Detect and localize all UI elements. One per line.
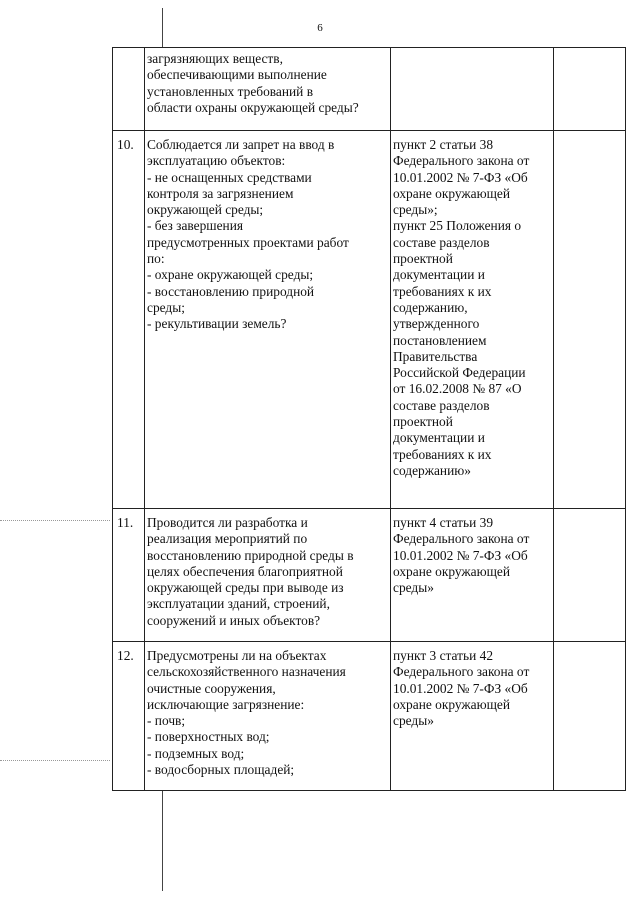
column-divider xyxy=(144,48,145,790)
legal-reference: пункт 4 статьи 39 Федерального закона от 10.01.2002 № 7-ФЗ «Об охране окружающей среды» xyxy=(393,515,530,596)
row-divider xyxy=(113,130,625,131)
row-number: 11. xyxy=(117,515,134,530)
scan-margin-mark xyxy=(0,520,110,521)
scan-margin-mark xyxy=(0,760,110,761)
scan-stray-line xyxy=(162,8,163,48)
checklist-table xyxy=(112,47,626,791)
legal-reference: пункт 3 статьи 42 Федерального закона от 10.01.2002 № 7-ФЗ «Об охране окружающей среды» xyxy=(393,648,530,729)
requirement-question: загрязняющих веществ, обеспечивающими выполнение установленных требований в области охраны окружающей среды? xyxy=(147,51,359,115)
scan-stray-line xyxy=(162,791,163,891)
row-number: 10. xyxy=(117,137,134,152)
legal-reference: пункт 2 статьи 38 Федерального закона от 10.01.2002 № 7-ФЗ «Об охране окружающей среды»; пункт 25 Положения о составе разделов проектной документации и требованиях к их содержанию, утвержденного постановлением Правительства Российской Федерации от 16.02.2008 № 87 «О составе разделов проектной документации и требованиях к их содержанию» xyxy=(393,137,530,478)
page-number: 6 xyxy=(317,22,323,34)
row-divider xyxy=(113,508,625,509)
requirement-question: Соблюдается ли запрет на ввод в эксплуатацию объектов: - не оснащенных средствами контроля за загрязнением окружающей среды; - без завершения предусмотренных проектами работ по: - охране окружающей среды; - восстановлению природной среды; - рекультивации земель? xyxy=(147,137,349,332)
row-number: 12. xyxy=(117,648,134,663)
requirement-question: Предусмотрены ли на объектах сельскохозяйственного назначения очистные сооружения, исключающие загрязнение: - почв; - поверхностных вод; - подземных вод; - водосборных площадей; xyxy=(147,648,346,778)
requirement-question: Проводится ли разработка и реализация мероприятий по восстановлению природной среды в целях обеспечения благоприятной окружающей среды при выводе из эксплуатации зданий, строений, сооружений и иных объектов? xyxy=(147,515,354,628)
row-divider xyxy=(113,641,625,642)
